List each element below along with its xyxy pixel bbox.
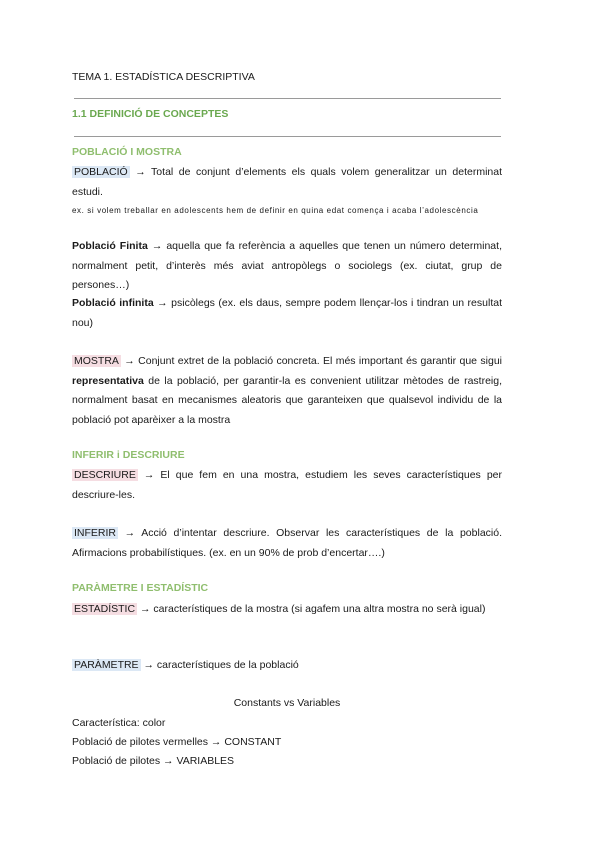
term-descriure: DESCRIURE bbox=[74, 469, 136, 481]
definition-text: → Acció d’intentar descriure. Observar les característiques de la població. Afirmacions probabilístiques. (ex. en un 90% de prob d’encertar….) bbox=[72, 527, 502, 559]
definition-parametre bbox=[72, 656, 502, 676]
definition-text: → Conjunt extret de la població concreta. El més important és garantir que sigui bbox=[120, 355, 502, 367]
definition-poblacio-infinita bbox=[72, 294, 502, 333]
definition-text: → característiques de la població bbox=[140, 659, 299, 671]
definition-text: → psicòlegs (ex. els daus, sempre podem llençar-los i tindran un resultat nou) bbox=[72, 297, 502, 329]
term-representativa: representativa bbox=[72, 374, 144, 387]
definition-poblacio-finita bbox=[72, 237, 502, 296]
constants-line: Població de pilotes → VARIABLES bbox=[72, 755, 235, 767]
subheading-parametre-estadistic: PARÀMETRE I ESTADÍSTIC bbox=[72, 582, 209, 594]
term-parametre: PARÀMETRE bbox=[74, 659, 139, 671]
definition-estadistic bbox=[72, 600, 502, 620]
definition-poblacio bbox=[72, 163, 502, 202]
example-note: ex. si volem treballar en adolescents hem de definir en quina edat comença i acaba l’adolescència bbox=[72, 206, 479, 215]
definition-text: → característiques de la mostra (si agafem una altra mostra no serà igual) bbox=[137, 603, 486, 615]
subheading-inferir-descriure: INFERIR i DESCRIURE bbox=[72, 449, 185, 461]
definition-mostra bbox=[72, 352, 502, 430]
constants-line: Característica: color bbox=[72, 717, 166, 729]
definition-inferir bbox=[72, 524, 502, 563]
document-title: TEMA 1. ESTADÍSTICA DESCRIPTIVA bbox=[72, 71, 255, 83]
constants-title: Constants vs Variables bbox=[233, 697, 341, 709]
divider bbox=[74, 136, 501, 137]
definition-text: → El que fem en una mostra, estudiem les seves característiques per descriure-les. bbox=[72, 469, 502, 501]
constants-line: Població de pilotes vermelles → CONSTANT bbox=[72, 736, 282, 748]
definition-text: de la població, per garantir-la es convenient utilitzar mètodes de rastreig, normalment basat en mecanismes aleatoris que garanteixen que qualsevol individu de la població pot aparèixer a la mostra bbox=[72, 374, 502, 426]
term-mostra: MOSTRA bbox=[74, 355, 119, 367]
term-poblacio-infinita: Població infinita bbox=[72, 297, 154, 309]
definition-text: → aquella que fa referència a aquelles que tenen un número determinat, normalment petit, d’interès més aviat antropòlegs o sociolegs (ex. ciutat, grup de persones…) bbox=[72, 240, 502, 291]
subheading-poblacio-mostra: POBLACIÓ I MOSTRA bbox=[72, 146, 182, 158]
term-poblacio: POBLACIÓ bbox=[74, 166, 128, 178]
definition-descriure bbox=[72, 466, 502, 505]
term-poblacio-finita: Població Finita bbox=[72, 240, 148, 252]
term-inferir: INFERIR bbox=[74, 527, 116, 539]
section-heading: 1.1 DEFINICIÓ DE CONCEPTES bbox=[72, 108, 229, 120]
divider bbox=[74, 98, 501, 99]
definition-text: → Total de conjunt d’elements els quals volem generalitzar un determinat estudi. bbox=[72, 166, 502, 198]
term-estadistic: ESTADÍSTIC bbox=[74, 603, 136, 615]
